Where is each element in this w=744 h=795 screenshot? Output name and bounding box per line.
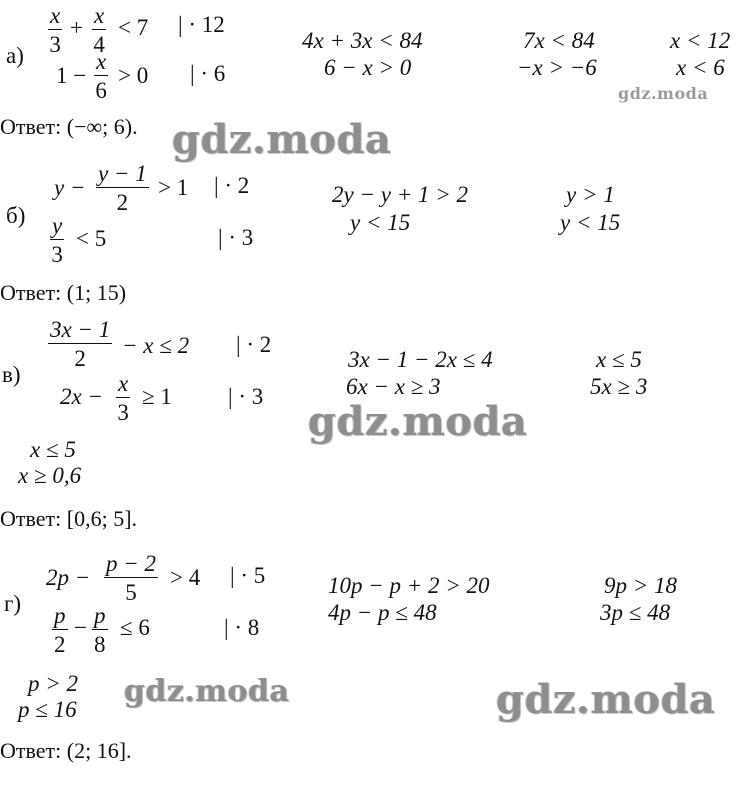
v-step1-line1: 3x − 1 − 2x ≤ 4 — [348, 347, 493, 372]
g-frac-p2-5: $\frac{p - 2}{5}$ — [106, 551, 157, 605]
v-ineq1-mult: | · 2 — [236, 332, 272, 357]
a-ineq1-tail: < 7 — [118, 15, 149, 40]
a-frac-x-3: $\frac{x}{3}$ — [49, 3, 61, 57]
v-ineq2-tail: ≥ 1 — [142, 384, 172, 409]
b-step1-line1: 2y − y + 1 > 2 — [332, 182, 468, 207]
a-ineq2-head: 1 − — [56, 63, 87, 88]
g-ineq1-tail: > 4 — [170, 565, 201, 590]
v-frac-x-3: $\frac{x}{3}$ — [117, 371, 129, 425]
g-step2-line2: 3p ≤ 48 — [600, 600, 671, 625]
g-ineq2-tail: ≤ 6 — [120, 615, 150, 640]
b-ineq2-mult: | · 3 — [218, 225, 254, 250]
a-step2-line2: −x > −6 — [517, 55, 597, 80]
a-ineq2-mult: | · 6 — [190, 61, 226, 86]
g-result-line2: p ≤ 16 — [18, 697, 77, 722]
v-result-line1: x ≤ 5 — [30, 437, 76, 462]
watermark: gdz.moda — [618, 84, 709, 103]
b-step2-line2: y < 15 — [560, 210, 621, 235]
watermark: gdz.moda — [124, 674, 290, 709]
g-frac-p-8: $\frac{p}{8}$ — [94, 603, 106, 657]
a-frac-x-6: $\frac{x}{6}$ — [95, 49, 107, 103]
part-g-label: г) — [4, 591, 22, 616]
b-ineq1-head: y − — [54, 175, 86, 200]
watermark: gdz.moda — [496, 676, 716, 723]
v-result-line2: x ≥ 0,6 — [18, 463, 82, 488]
part-b-label: б) — [6, 203, 26, 228]
g-step1-line2: 4p − p ≤ 48 — [328, 600, 437, 625]
a-step2-line1: 7x < 84 — [523, 28, 595, 53]
a-step1-line1: 4x + 3x < 84 — [302, 28, 423, 53]
g-answer: Ответ: (2; 16]. — [0, 738, 132, 763]
b-step1-line2: y < 15 — [350, 210, 411, 235]
v-frac-3x1-2: $\frac{3x - 1}{2}$ — [50, 317, 111, 371]
v-ineq1-tail: − x ≤ 2 — [122, 333, 190, 358]
part-v-label: в) — [2, 362, 21, 387]
b-answer: Ответ: (1; 15) — [0, 280, 127, 305]
b-frac-y1-2: $\frac{y - 1}{2}$ — [98, 161, 147, 215]
a-frac-x-4: $\frac{x}{4}$ — [93, 3, 105, 57]
b-step2-line1: y > 1 — [566, 182, 615, 207]
b-ineq1-tail: > 1 — [158, 175, 189, 200]
a-step3-line1: x < 12 — [670, 28, 731, 53]
b-frac-y-3: $\frac{y}{3}$ — [51, 213, 63, 267]
watermark: gdz.moda — [308, 398, 528, 445]
g-frac-p-2: $\frac{p}{2}$ — [54, 603, 66, 657]
a-step3-line2: x < 6 — [676, 55, 725, 80]
g-step2-line1: 9p > 18 — [604, 573, 678, 598]
watermark: gdz.moda — [172, 116, 392, 163]
b-ineq1-mult: | · 2 — [214, 173, 250, 198]
a-ineq1-mult: | · 12 — [178, 12, 225, 37]
v-step2-line2: 5x ≥ 3 — [590, 374, 648, 399]
g-step1-line1: 10p − p + 2 > 20 — [328, 573, 490, 598]
g-result-line1: p > 2 — [28, 671, 79, 696]
g-ineq1-mult: | · 5 — [230, 563, 266, 588]
b-ineq2-tail: < 5 — [76, 226, 107, 251]
a-ineq2-tail: > 0 — [118, 63, 149, 88]
v-step2-line1: x ≤ 5 — [596, 347, 642, 372]
a-step1-line2: 6 − x > 0 — [324, 55, 412, 80]
v-ineq2-mult: | · 3 — [228, 384, 264, 409]
g-ineq1-head: 2p − — [46, 565, 91, 590]
v-step1-line2: 6x − x ≥ 3 — [346, 374, 441, 399]
a-answer: Ответ: (−∞; 6). — [0, 114, 138, 139]
v-answer: Ответ: [0,6; 5]. — [0, 506, 138, 531]
v-ineq2-head: 2x − — [60, 384, 103, 409]
part-a-label: а) — [6, 43, 24, 68]
g-ineq2-mult: | · 8 — [224, 615, 260, 640]
